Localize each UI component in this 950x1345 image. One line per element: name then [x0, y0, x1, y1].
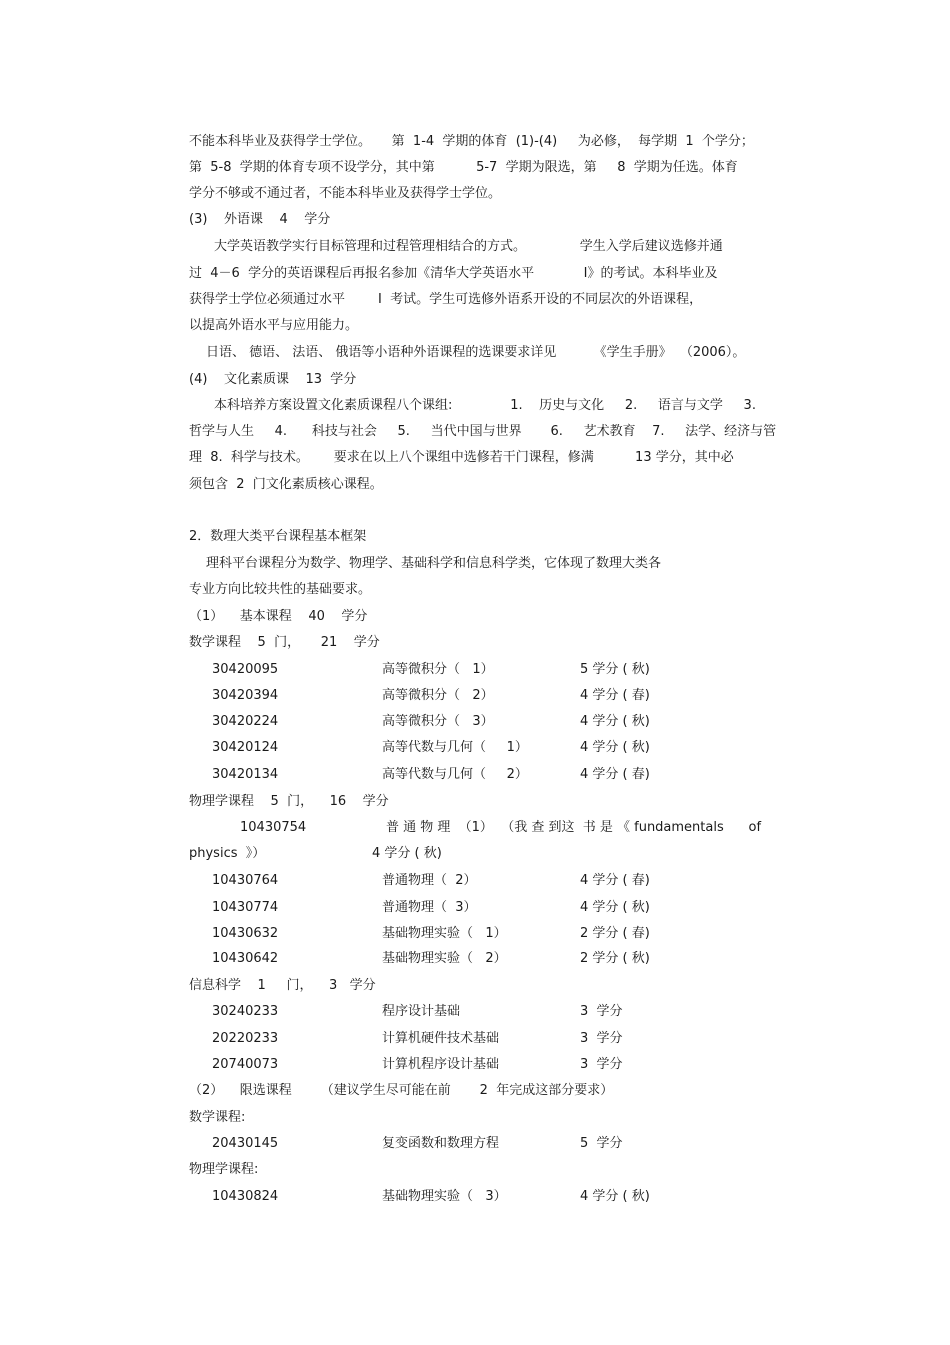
math-courses-heading: 数学课程 5 门， 21 学分	[189, 635, 380, 650]
course-name: 基础物理实验（ 2）	[382, 951, 507, 966]
course-code: 10430824	[212, 1189, 279, 1204]
course-name: 普通物理（ 2）	[382, 873, 477, 888]
course-name: 基础物理实验（ 1）	[382, 926, 507, 941]
course-code: 30420134	[212, 767, 279, 782]
elective-heading: （2） 限选课程 （建议学生尽可能在前 2 年完成这部分要求）	[189, 1083, 614, 1098]
course-code: 30420394	[212, 688, 279, 703]
course-credit: 2 学分 ( 春)	[580, 926, 650, 941]
foreign-lang-p1-line-4: 以提高外语水平与应用能力。	[189, 318, 359, 333]
culture-line-2: 哲学与人生 4. 科技与社会 5. 当代中国与世界 6. 艺术教育 7. 法学、经济与管	[189, 424, 777, 439]
course-code: 30420124	[212, 740, 279, 755]
course-name: 计算机程序设计基础	[382, 1057, 500, 1072]
course-credit: 5 学分 ( 秋)	[580, 662, 650, 677]
course-name: 复变函数和数理方程	[382, 1136, 500, 1151]
course-credit: 4 学分 ( 春)	[580, 767, 650, 782]
course-code: 10430632	[212, 926, 279, 941]
course-code: 10430774	[212, 900, 279, 915]
course-name: 高等微积分（ 2）	[382, 688, 494, 703]
culture-line-3: 理 8. 科学与技术。 要求在以上八个课组中选修若干门课程，修满 13 学分，其中必	[189, 450, 734, 465]
course-credit: 3 学分	[580, 1031, 623, 1046]
course-credit: 4 学分 ( 秋)	[580, 1189, 650, 1204]
course-credit: 3 学分	[580, 1057, 623, 1072]
course-credit: 4 学分 ( 秋)	[580, 900, 650, 915]
culture-heading: (4) 文化素质课 13 学分	[189, 372, 357, 387]
course-credit: 5 学分	[580, 1136, 623, 1151]
foreign-lang-p1-line-1: 大学英语教学实行目标管理和过程管理相结合的方式。 学生入学后建议选修并通	[214, 239, 723, 254]
foreign-lang-p1-line-2: 过 4－6 学分的英语课程后再报名参加《清华大学英语水平 I》的考试。本科毕业及	[189, 266, 718, 281]
foreign-lang-p1-line-3: 获得学士学位必须通过水平 I 考试。学生可选修外语系开设的不同层次的外语课程，	[189, 292, 703, 307]
course-credit: 4 学分 ( 春)	[580, 688, 650, 703]
foreign-lang-p2: 日语、 德语、 法语、 俄语等小语种外语课程的选课要求详见 《学生手册》 （2006）。	[206, 345, 746, 360]
course-name: 高等代数与几何（ 2）	[382, 767, 528, 782]
physics-courses-heading: 物理学课程 5 门， 16 学分	[189, 794, 389, 809]
pe-line-2: 第 5-8 学期的体育专项不设学分，其中第 5-7 学期为限选，第 8 学期为任选。体育	[189, 160, 738, 175]
course-name: 普通物理（ 3）	[382, 900, 477, 915]
course-credit: 2 学分 ( 秋)	[580, 951, 650, 966]
course-credit: 4 学分 ( 秋)	[580, 714, 650, 729]
course-code: 20740073	[212, 1057, 279, 1072]
course-name-continued: physics 》）	[189, 846, 266, 861]
platform-intro-line-1: 理科平台课程分为数学、物理学、基础科学和信息科学类，它体现了数理大类各	[206, 556, 662, 571]
course-credit: 3 学分	[580, 1004, 623, 1019]
course-code: 20220233	[212, 1031, 279, 1046]
foreign-lang-heading: (3) 外语课 4 学分	[189, 212, 331, 227]
culture-line-1: 本科培养方案设置文化素质课程八个课组: 1. 历史与文化 2. 语言与文学 3.	[214, 398, 756, 413]
platform-intro-line-2: 专业方向比较共性的基础要求。	[189, 582, 372, 597]
course-code: 30420095	[212, 662, 279, 677]
course-name: 高等微积分（ 3）	[382, 714, 494, 729]
course-name: 程序设计基础	[382, 1004, 461, 1019]
course-code: 20430145	[212, 1136, 279, 1151]
culture-line-4: 须包含 2 门文化素质核心课程。	[189, 477, 383, 492]
course-code: 30420224	[212, 714, 279, 729]
course-code: 10430642	[212, 951, 279, 966]
course-credit: 4 学分 ( 秋)	[372, 846, 442, 861]
elective-math-heading: 数学课程:	[189, 1110, 246, 1125]
pe-line-3: 学分不够或不通过者，不能本科毕业及获得学士学位。	[189, 186, 502, 201]
pe-line-1: 不能本科毕业及获得学士学位。 第 1-4 学期的体育 (1)-(4) 为必修， 每学期 1 个学分；	[189, 134, 754, 149]
course-name: 高等微积分（ 1）	[382, 662, 494, 677]
course-name: 计算机硬件技术基础	[382, 1031, 500, 1046]
basic-courses-heading: （1） 基本课程 40 学分	[189, 609, 368, 624]
elective-physics-heading: 物理学课程:	[189, 1162, 259, 1177]
course-code: 10430754	[240, 820, 307, 835]
course-name: 普 通 物 理 （1） （我 查 到这 书 是 《 fundamentals of	[386, 820, 762, 835]
course-code: 30240233	[212, 1004, 279, 1019]
info-courses-heading: 信息科学 1 门， 3 学分	[189, 978, 376, 993]
course-code: 10430764	[212, 873, 279, 888]
platform-heading: 2．数理大类平台课程基本框架	[189, 529, 367, 544]
course-credit: 4 学分 ( 秋)	[580, 740, 650, 755]
course-name: 基础物理实验（ 3）	[382, 1189, 507, 1204]
course-name: 高等代数与几何（ 1）	[382, 740, 528, 755]
course-credit: 4 学分 ( 春)	[580, 873, 650, 888]
